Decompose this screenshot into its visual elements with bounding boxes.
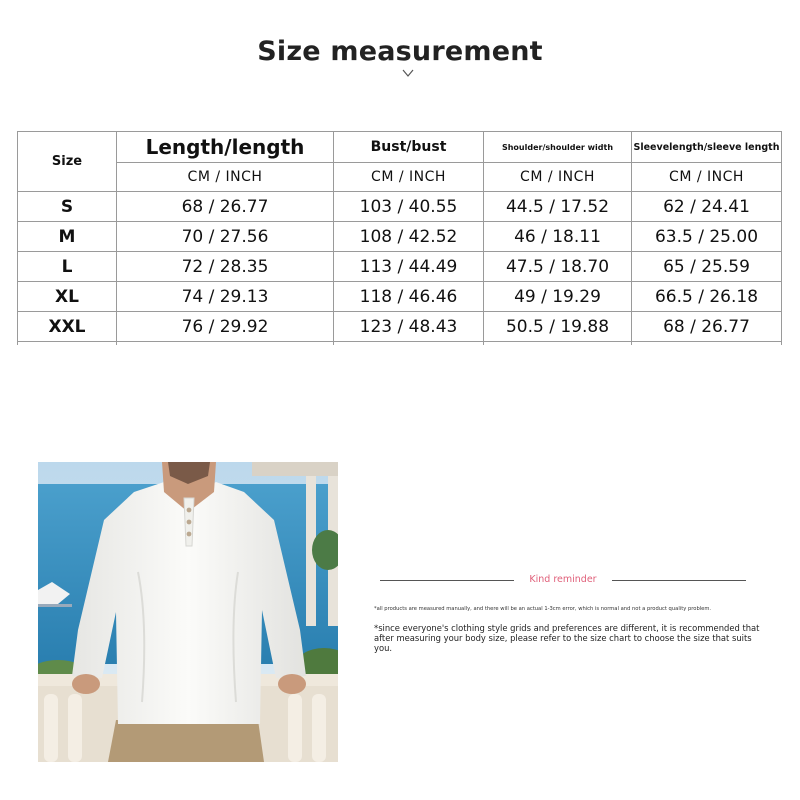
- chevron-down-icon: [402, 67, 414, 79]
- measurement-error-note: *all products are measured manually, and there will be an actual 1-3cm error, which is normal and not a product quality problem.: [374, 606, 712, 612]
- shoulder-cell: 49 / 19.29: [484, 282, 632, 312]
- divider-left: [380, 580, 514, 581]
- sleeve-cell: 66.5 / 26.18: [632, 282, 782, 312]
- page-title: Size measurement: [257, 36, 543, 67]
- table-unit-row: [18, 163, 782, 192]
- bust-cell: 103 / 40.55: [334, 192, 484, 222]
- bust-unit-label: CM / INCH: [334, 163, 484, 192]
- length-cell: 70 / 27.56: [117, 222, 334, 252]
- table-row: [18, 192, 782, 222]
- bust-column-header: Bust/bust: [334, 132, 484, 163]
- shoulder-cell: 50.5 / 19.88: [484, 312, 632, 342]
- kind-reminder-title: Kind reminder: [529, 574, 597, 585]
- length-column-header: Length/length: [117, 132, 334, 163]
- size-cell: M: [18, 222, 117, 252]
- length-cell: 68 / 26.77: [117, 192, 334, 222]
- size-cell: L: [18, 252, 117, 282]
- sleeve-cell: 68 / 26.77: [632, 312, 782, 342]
- shoulder-cell: 47.5 / 18.70: [484, 252, 632, 282]
- table-row: [18, 252, 782, 282]
- sleeve-cell: 63.5 / 25.00: [632, 222, 782, 252]
- length-cell: 74 / 29.13: [117, 282, 334, 312]
- table-row: [18, 312, 782, 342]
- table-tail-row: [18, 342, 782, 346]
- divider-right: [612, 580, 746, 581]
- size-choice-note: *since everyone's clothing style grids and preferences are different, it is recommended that after measuring your body size, please refer to the size chart to choose the size that suits you.: [374, 623, 760, 653]
- size-cell: S: [18, 192, 117, 222]
- bust-cell: 123 / 48.43: [334, 312, 484, 342]
- size-column-header: Size: [18, 132, 117, 192]
- length-unit-label: CM / INCH: [117, 163, 334, 192]
- model-wearing-henley-shirt-image: [38, 462, 338, 762]
- table-header-row: [18, 132, 782, 163]
- size-cell: XL: [18, 282, 117, 312]
- bust-cell: 118 / 46.46: [334, 282, 484, 312]
- shoulder-unit-label: CM / INCH: [484, 163, 632, 192]
- bust-cell: 113 / 44.49: [334, 252, 484, 282]
- size-chart-table: [17, 131, 782, 345]
- size-cell: XXL: [18, 312, 117, 342]
- sleeve-column-header: Sleevelength/sleeve length: [632, 132, 782, 163]
- shoulder-column-header: Shoulder/shoulder width: [484, 132, 632, 163]
- sleeve-cell: 65 / 25.59: [632, 252, 782, 282]
- shoulder-cell: 46 / 18.11: [484, 222, 632, 252]
- length-cell: 72 / 28.35: [117, 252, 334, 282]
- bust-cell: 108 / 42.52: [334, 222, 484, 252]
- length-cell: 76 / 29.92: [117, 312, 334, 342]
- table-row: [18, 282, 782, 312]
- shoulder-cell: 44.5 / 17.52: [484, 192, 632, 222]
- sleeve-unit-label: CM / INCH: [632, 163, 782, 192]
- product-photo: [38, 462, 338, 762]
- table-row: [18, 222, 782, 252]
- sleeve-cell: 62 / 24.41: [632, 192, 782, 222]
